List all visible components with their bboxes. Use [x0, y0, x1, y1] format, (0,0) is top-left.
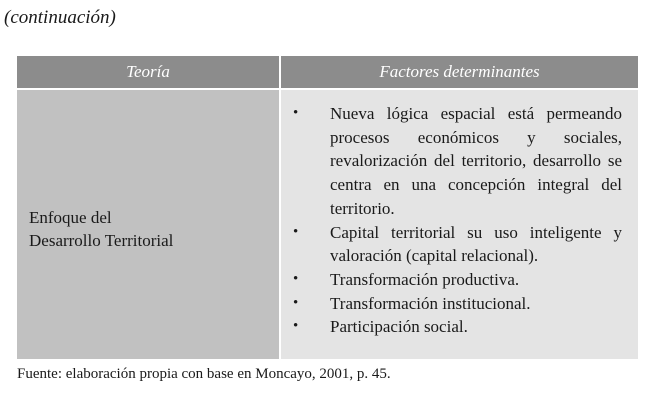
factor-text: Transformación institucional.	[330, 293, 531, 313]
factor-text: Capital territorial su uso inteligente y valoración (capital relacional).	[330, 222, 622, 266]
header-factors: Factores determinantes	[281, 56, 638, 88]
factor-text: Nueva lógica espacial está permeando procesos económicos y sociales, revalorización del territorio, desarrollo se centra en una concepción integral del territorio.	[330, 104, 622, 218]
factors-table	[17, 56, 638, 359]
theory-name	[29, 206, 173, 252]
factor-item	[281, 292, 638, 316]
factor-text: Transformación productiva.	[330, 269, 520, 289]
header-theory: Teoría	[17, 56, 279, 88]
bullet-icon: •	[293, 318, 299, 335]
factor-item	[281, 221, 638, 268]
continuation-label: (continuación)	[4, 7, 116, 28]
theory-name-line: Desarrollo Territorial	[29, 231, 174, 250]
factor-item	[281, 268, 638, 292]
factor-item	[281, 102, 638, 221]
factor-text: Participación social.	[330, 317, 468, 337]
bullet-icon: •	[293, 105, 299, 121]
factor-item	[281, 315, 638, 339]
bullet-icon: •	[293, 223, 299, 240]
source-note: Fuente: elaboración propia con base en Moncayo, 2001, p. 45.	[17, 366, 391, 382]
bullet-icon: •	[293, 294, 299, 311]
theory-cell	[17, 90, 279, 359]
theory-name-line: Enfoque del	[29, 208, 112, 227]
factors-cell	[281, 90, 638, 359]
bullet-icon: •	[293, 270, 299, 287]
factor-list	[281, 102, 638, 339]
